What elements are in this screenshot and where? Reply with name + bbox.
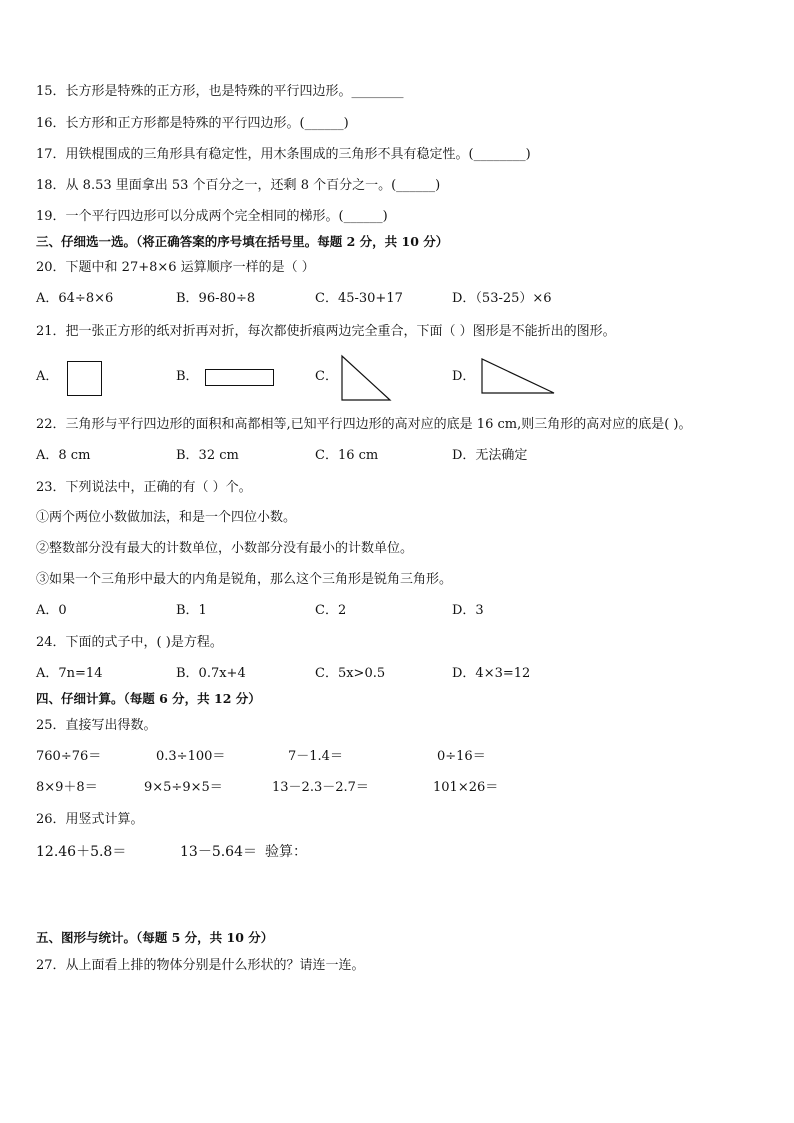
flat-right-triangle-icon [480,357,556,395]
q20-option-d: D．（53-25）×6 [452,291,552,306]
question-24-stem: 24．下面的式子中，( )是方程。 [36,635,223,650]
question-27: 27．从上面看上排的物体分别是什么形状的？请连一连。 [36,958,365,973]
square-icon [67,361,102,396]
q23-option-d: D．3 [452,603,484,618]
question-22-stem: 22．三角形与平行四边形的面积和高都相等,已知平行四边形的高对应的底是 16 cm,则三角形的高对应的底是( )。 [36,417,692,432]
question-19: 19．一个平行四边形可以分成两个完全相同的梯形。(______) [36,209,388,224]
question-17: 17．用铁棍围成的三角形具有稳定性，用木条围成的三角形不具有稳定性。(________) [36,147,531,162]
q20-option-c: C．45-30+17 [315,291,403,306]
q23-statement-3: ③如果一个三角形中最大的内角是锐角，那么这个三角形是锐角三角形。 [36,572,453,587]
q25-item: 0.3÷100＝ [156,749,226,764]
q25-item: 760÷76＝ [36,749,102,764]
q26-item: 12.46＋5.8＝ [36,844,127,860]
q22-option-b: B．32 cm [176,448,239,463]
q24-option-d: D．4×3=12 [452,666,531,681]
q22-option-c: C．16 cm [315,448,379,463]
question-26-stem: 26．用竖式计算。 [36,812,144,827]
q21-option-a: A． [36,369,59,384]
right-triangle-icon [340,354,392,402]
q21-option-c: C． [315,369,338,384]
section-3-heading: 三、仔细选一选。（将正确答案的序号填在括号里。每题 2 分，共 10 分） [36,234,449,249]
q20-option-a: A．64÷8×6 [36,291,114,306]
q22-option-d: D．无法确定 [452,448,528,463]
q23-option-b: B．1 [176,603,207,618]
q25-item: 9×5÷9×5＝ [144,780,223,795]
q26-item: 13－5.64＝ [180,844,257,860]
question-25-stem: 25．直接写出得数。 [36,718,157,733]
q25-item: 7－1.4＝ [288,749,343,764]
q24-option-b: B．0.7x+4 [176,666,246,681]
q20-option-b: B．96-80÷8 [176,291,256,306]
q23-option-a: A．0 [36,603,67,618]
question-20-stem: 20．下题中和 27+8×6 运算顺序一样的是（ ） [36,260,315,275]
rectangle-icon [205,369,274,386]
question-21-stem: 21．把一张正方形的纸对折再对折，每次都使折痕两边完全重合，下面（ ）图形是不能折出的图形。 [36,324,616,339]
q23-statement-1: ①两个两位小数做加法，和是一个四位小数。 [36,510,297,525]
section-4-heading: 四、仔细计算。（每题 6 分，共 12 分） [36,691,261,706]
q24-option-a: A．7n=14 [36,666,103,681]
q25-item: 101×26＝ [433,780,499,795]
q25-item: 13－2.3－2.7＝ [272,780,369,795]
question-18: 18．从 8.53 里面拿出 53 个百分之一，还剩 8 个百分之一。(______) [36,178,441,193]
q21-option-b: B． [176,369,199,384]
q24-option-c: C．5x>0.5 [315,666,386,681]
q25-item: 0÷16＝ [437,749,486,764]
q25-item: 8×9＋8＝ [36,780,98,795]
section-5-heading: 五、图形与统计。（每题 5 分，共 10 分） [36,930,274,945]
q23-option-c: C．2 [315,603,347,618]
q26-check-label: 验算： [265,844,307,860]
q23-statement-2: ②整数部分没有最大的计数单位，小数部分没有最小的计数单位。 [36,541,414,556]
q21-option-d: D． [452,369,476,384]
q22-option-a: A．8 cm [36,448,91,463]
question-23-stem: 23．下列说法中，正确的有（ ）个。 [36,480,252,495]
question-16: 16．长方形和正方形都是特殊的平行四边形。(______) [36,116,349,131]
question-15: 15．长方形是特殊的正方形，也是特殊的平行四边形。________ [36,84,404,99]
